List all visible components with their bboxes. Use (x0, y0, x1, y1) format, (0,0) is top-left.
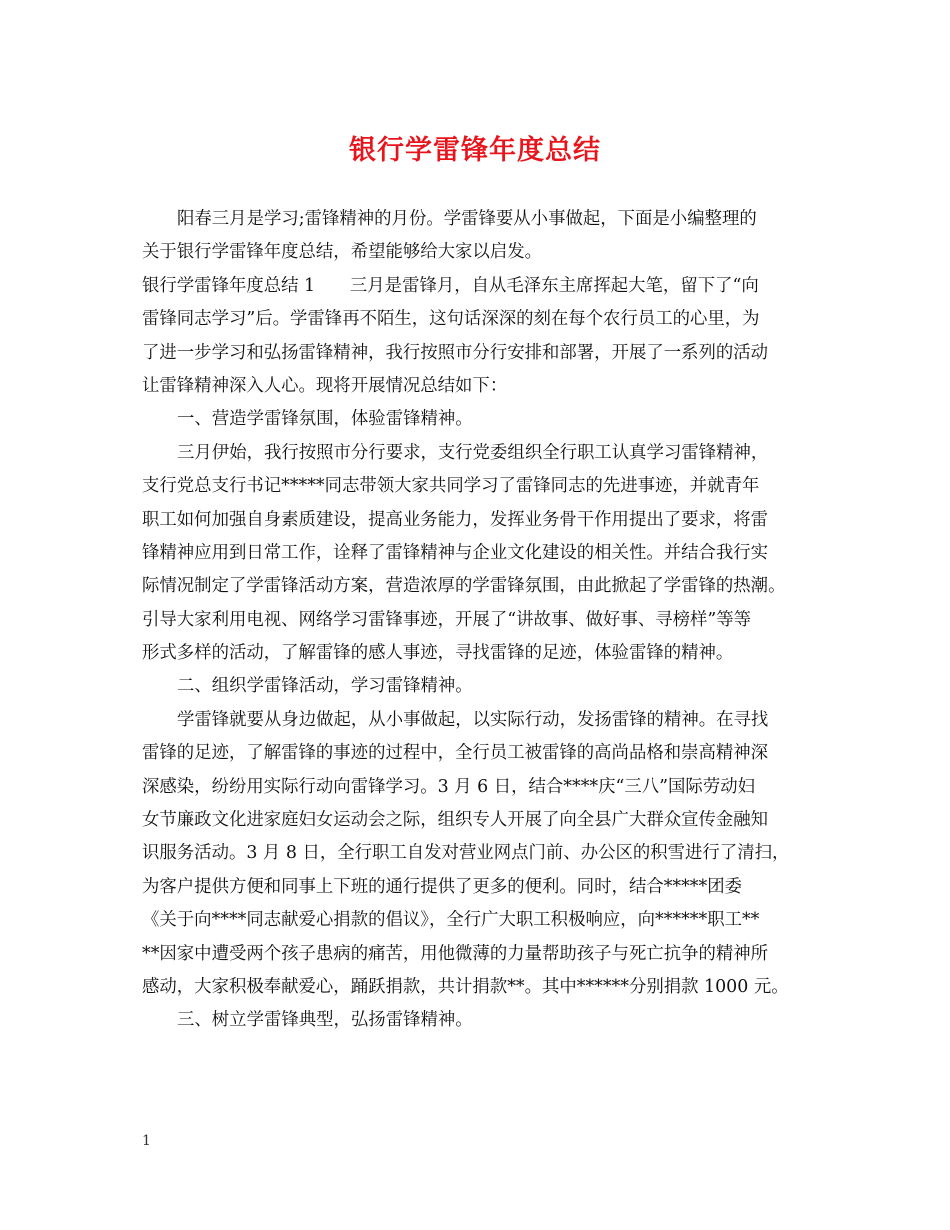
section-heading: 三、树立学雷锋典型，弘扬雷锋精神。 (177, 1010, 473, 1031)
text-line: 《关于向****同志献爱心捐款的倡议》，全行广大职工积极响应，向******职工** (142, 910, 760, 931)
document-body (142, 203, 822, 1038)
text-line: 让雷锋精神深入人心。现将开展情况总结如下： (142, 375, 508, 396)
document-title: 银行学雷锋年度总结 (349, 135, 601, 166)
text-line: 引导大家利用电视、网络学习雷锋事迹，开展了“讲故事、做好事、寻榜样”等等 (142, 609, 752, 630)
text-line: 支行党总支行书记*****同志带领大家共同学习了雷锋同志的先进事迹，并就青年 (142, 476, 760, 497)
text-line: 际情况制定了学雷锋活动方案，营造浓厚的学雷锋氛围，由此掀起了学雷锋的热潮。 (142, 576, 786, 597)
text-line: 形式多样的活动，了解雷锋的感人事迹，寻找雷锋的足迹，体验雷锋的精神。 (142, 643, 734, 664)
text-line: 职工如何加强自身素质建设，提高业务能力，发挥业务骨干作用提出了要求，将雷 (142, 509, 769, 530)
section-heading: 二、组织学雷锋活动，学习雷锋精神。 (177, 676, 473, 697)
page-number: 1 (142, 1133, 151, 1149)
text-line: 三月伊始，我行按照市分行要求，支行党委组织全行职工认真学习雷锋精神， (177, 442, 769, 463)
text-line: 关于银行学雷锋年度总结，希望能够给大家以启发。 (142, 242, 542, 263)
text-line: **因家中遭受两个孩子患病的痛苦，用他微薄的力量帮助孩子与死亡抗争的精神所 (142, 943, 769, 964)
text-line: 女节廉政文化进家庭妇女运动会之际，组织专人开展了向全县广大群众宣传金融知 (142, 810, 769, 831)
text-line: 了进一步学习和弘扬雷锋精神，我行按照市分行安排和部署，开展了一系列的活动 (142, 342, 769, 363)
text-line: 雷锋同志学习”后。学雷锋再不陌生，这句话深深的刻在每个农行员工的心里，为 (142, 309, 760, 330)
text-line: 为客户提供方便和同事上下班的通行提供了更多的便利。同时，结合*****团委 (142, 876, 742, 897)
text-line: 银行学雷锋年度总结 1 三月是雷锋月，自从毛泽东主席挥起大笔，留下了“向 (142, 275, 759, 296)
text-line: 锋精神应用到日常工作，诠释了雷锋精神与企业文化建设的相关性。并结合我行实 (142, 542, 769, 563)
section-heading: 一、营造学雷锋氛围，体验雷锋精神。 (177, 409, 473, 430)
text-line: 深感染，纷纷用实际行动向雷锋学习。3 月 6 日，结合****庆“三八”国际劳动妇 (142, 776, 755, 797)
text-line: 识服务活动。3 月 8 日，全行职工自发对营业网点门前、办公区的积雪进行了清扫， (142, 843, 790, 864)
text-line: 雷锋的足迹，了解雷锋的事迹的过程中，全行员工被雷锋的高尚品格和崇高精神深 (142, 743, 769, 764)
text-line: 感动，大家积极奉献爱心，踊跃捐款，共计捐款**。其中******分别捐款 1000 元。 (142, 976, 789, 997)
text-line: 学雷锋就要从身边做起，从小事做起，以实际行动，发扬雷锋的精神。在寻找 (177, 709, 769, 730)
text-line: 阳春三月是学习;雷锋精神的月份。学雷锋要从小事做起，下面是小编整理的 (177, 209, 757, 229)
